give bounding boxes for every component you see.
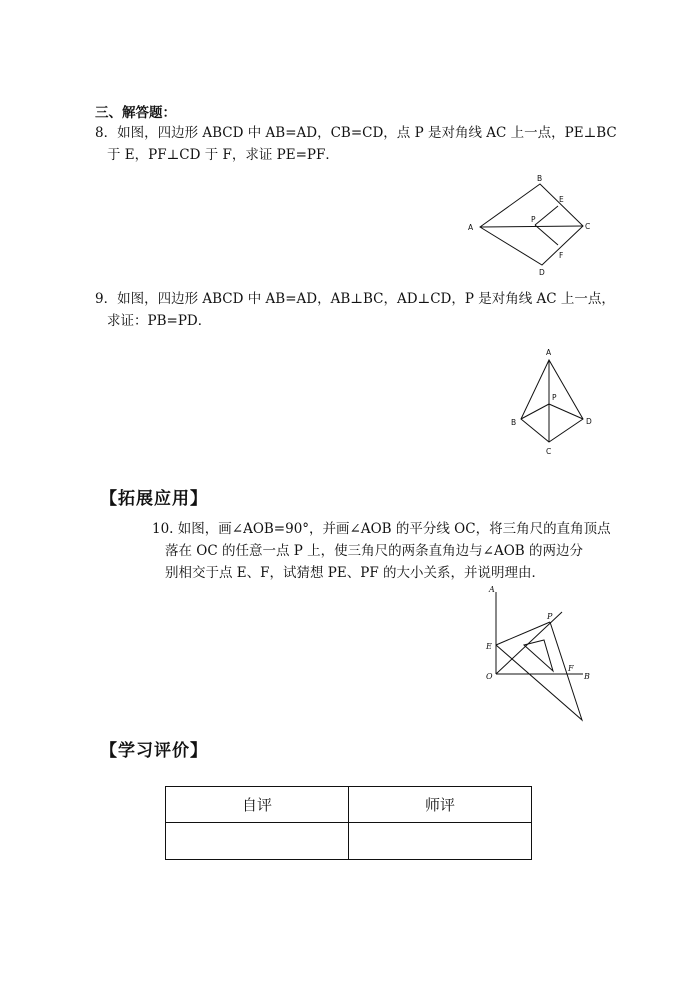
q8-label-d: D: [539, 268, 545, 277]
q9-label-d: D: [586, 417, 592, 426]
q10-line1: 10. 如图，画∠AOB=90°，并画∠AOB 的平分线 OC，将三角尺的直角顶点: [152, 521, 611, 537]
q9-line1: 9．如图，四边形 ABCD 中 AB=AD，AB⊥BC，AD⊥CD，P 是对角线 AC 上一点，: [95, 291, 615, 307]
q8-line2: 于 E，PF⊥CD 于 F，求证 PE=PF．: [107, 147, 339, 163]
q10-label-e: E: [486, 642, 492, 651]
evaluation-header-row: [166, 787, 532, 823]
q10-label-a: A: [489, 585, 495, 594]
q8-label-c: C: [585, 222, 591, 231]
q8-line1: 8．如图，四边形 ABCD 中 AB=AD，CB=CD，点 P 是对角线 AC 上一点，PE⊥BC: [95, 125, 617, 141]
q8-label-b: B: [537, 174, 543, 183]
q8-label-p: P: [531, 215, 536, 224]
q9-segment-pb: [521, 404, 549, 419]
q10-label-p: P: [547, 612, 553, 621]
q9-line2: 求证：PB=PD．: [107, 313, 212, 329]
q10-line2: 落在 OC 的任意一点 P 上，使三角尺的两条直角边与∠AOB 的两边分: [165, 543, 583, 559]
q9-segment-pd: [549, 404, 583, 419]
evaluation-heading: 【学习评价】: [100, 741, 208, 761]
q8-label-a: A: [468, 223, 474, 232]
col-teacher-header: 师评: [349, 787, 532, 823]
q8-segment-pe: [535, 206, 558, 225]
q10-label-f: F: [568, 664, 574, 673]
teacher-eval-cell[interactable]: [349, 823, 532, 860]
q9-figure: [505, 343, 600, 463]
q10-set-square-inner: [524, 640, 553, 671]
q8-label-f: F: [559, 251, 564, 260]
q8-segment-pf: [535, 225, 558, 245]
q10-label-o: O: [486, 672, 493, 681]
extension-heading: 【拓展应用】: [100, 489, 208, 509]
q8-label-e: E: [559, 195, 564, 204]
q8-quadrilateral: [480, 184, 583, 265]
q10-figure: [478, 582, 598, 727]
evaluation-table: [165, 786, 532, 860]
evaluation-input-row: [166, 823, 532, 860]
q9-label-b: B: [511, 418, 517, 427]
section-title: 三、解答题：: [95, 105, 176, 121]
q9-label-c: C: [546, 447, 552, 456]
self-eval-cell[interactable]: [166, 823, 349, 860]
q10-leg-pe: [496, 622, 550, 645]
q10-line3: 别相交于点 E、F，试猜想 PE、PF 的大小关系，并说明理由．: [165, 565, 545, 581]
q10-bisector-oc: [496, 612, 562, 674]
q9-label-a: A: [546, 348, 552, 357]
q8-figure: [460, 172, 600, 282]
col-self-header: 自评: [166, 787, 349, 823]
q10-label-b: B: [584, 672, 590, 681]
q9-label-p: P: [552, 393, 557, 402]
q8-diagonal-ac: [480, 226, 583, 227]
